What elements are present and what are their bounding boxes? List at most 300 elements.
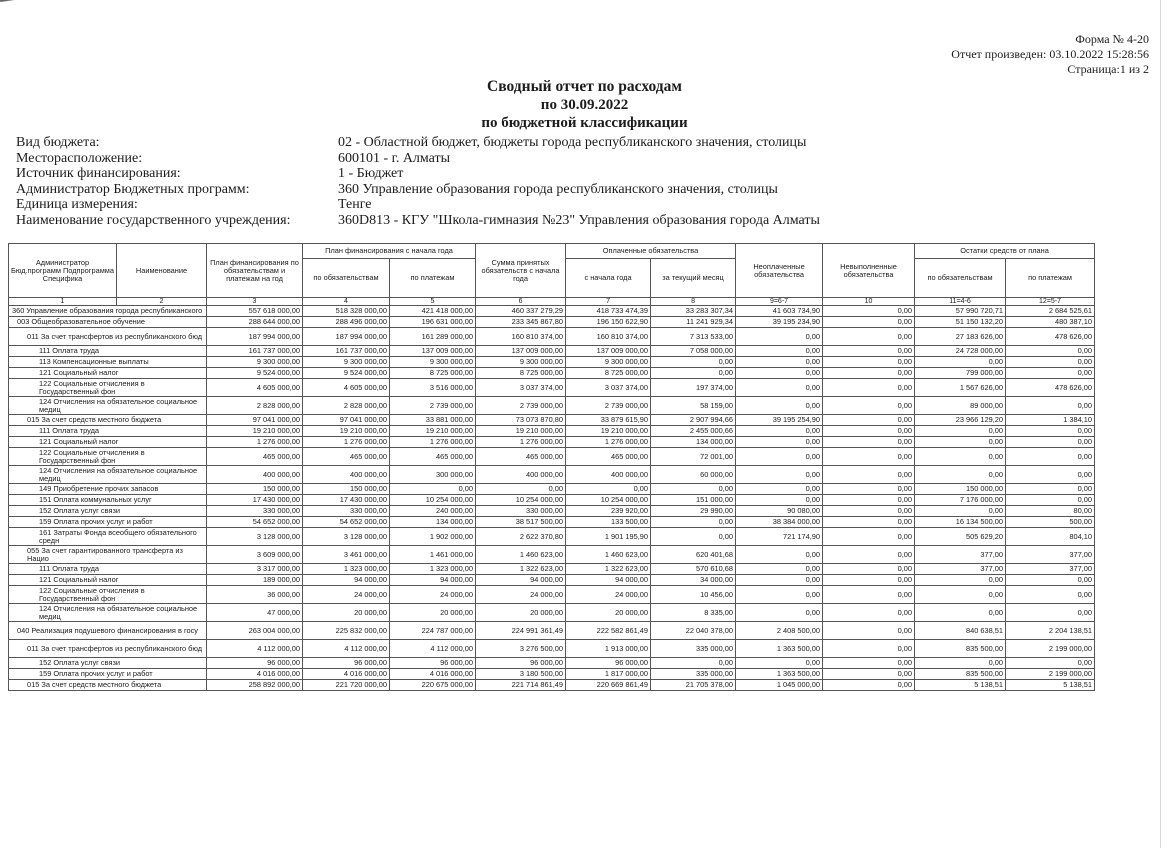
report-title-line-1: Сводный отчет по расходам	[487, 78, 682, 95]
row-value: 5 138,51	[915, 680, 1006, 691]
header-balance-payments: по платежам	[1006, 259, 1095, 298]
row-value: 9 300 000,00	[390, 357, 476, 368]
row-value: 0,00	[915, 426, 1006, 437]
row-value: 0,00	[651, 658, 736, 669]
row-value: 20 000,00	[390, 604, 476, 622]
row-value: 0,00	[823, 546, 915, 564]
row-value: 4 605 000,00	[303, 379, 390, 397]
row-value: 2 739 000,00	[566, 397, 651, 415]
row-value: 0,00	[1006, 658, 1095, 669]
report-parameters	[16, 135, 820, 228]
column-number: 5	[390, 298, 476, 306]
row-value: 721 174,90	[736, 528, 823, 546]
row-value: 0,00	[1006, 575, 1095, 586]
row-value: 0,00	[915, 506, 1006, 517]
row-value: 0,00	[1006, 495, 1095, 506]
table-row	[9, 495, 1095, 506]
table-row	[9, 306, 1095, 317]
row-value: 0,00	[823, 484, 915, 495]
row-value: 4 112 000,00	[303, 640, 390, 658]
row-value: 19 210 000,00	[390, 426, 476, 437]
row-value: 21 705 378,00	[651, 680, 736, 691]
column-number-row	[9, 298, 1095, 306]
row-value: 2 828 000,00	[303, 397, 390, 415]
row-value: 421 418 000,00	[390, 306, 476, 317]
row-value: 465 000,00	[390, 448, 476, 466]
row-value: 150 000,00	[207, 484, 303, 495]
table-row	[9, 357, 1095, 368]
row-value: 0,00	[651, 368, 736, 379]
row-value: 4 016 000,00	[207, 669, 303, 680]
parameter-value: 02 - Областной бюджет, бюджеты города республиканского значения, столицы	[338, 135, 807, 150]
row-value: 0,00	[736, 346, 823, 357]
table-row	[9, 575, 1095, 586]
row-value: 189 000,00	[207, 575, 303, 586]
report-header-info	[951, 32, 1149, 77]
row-value: 0,00	[1006, 426, 1095, 437]
row-value: 263 004 000,00	[207, 622, 303, 640]
table-row	[9, 546, 1095, 564]
row-value: 840 638,51	[915, 622, 1006, 640]
row-value: 478 626,00	[1006, 379, 1095, 397]
parameter-value: 360D813 - КГУ "Школа-гимназия №23" Управления образования города Алматы	[338, 212, 820, 228]
row-value: 465 000,00	[303, 448, 390, 466]
parameter-row	[16, 182, 820, 198]
table-row	[9, 658, 1095, 669]
row-value: 8 725 000,00	[390, 368, 476, 379]
row-value: 187 994 000,00	[207, 328, 303, 346]
row-value: 478 626,00	[1006, 328, 1095, 346]
row-value: 0,00	[915, 575, 1006, 586]
row-value: 2 199 000,00	[1006, 640, 1095, 658]
row-value: 2 828 000,00	[207, 397, 303, 415]
page-counter: Страница:1 из 2	[1067, 62, 1149, 76]
row-value: 570 610,68	[651, 564, 736, 575]
row-value: 0,00	[823, 669, 915, 680]
row-value: 24 000,00	[390, 586, 476, 604]
row-label: 113 Компенсационные выплаты	[9, 357, 207, 368]
row-value: 3 516 000,00	[390, 379, 476, 397]
row-value: 233 345 867,80	[476, 317, 566, 328]
row-value: 4 016 000,00	[390, 669, 476, 680]
row-value: 0,00	[1006, 466, 1095, 484]
row-value: 20 000,00	[566, 604, 651, 622]
row-label: 152 Оплата услуг связи	[9, 506, 207, 517]
row-value: 96 000,00	[303, 658, 390, 669]
row-value: 0,00	[823, 357, 915, 368]
row-value: 0,00	[566, 484, 651, 495]
row-value: 16 134 500,00	[915, 517, 1006, 528]
row-value: 0,00	[1006, 357, 1095, 368]
row-value: 2 199 000,00	[1006, 669, 1095, 680]
row-label: 161 Затраты Фонда всеобщего обязательного средн	[9, 528, 207, 546]
row-value: 17 430 000,00	[303, 495, 390, 506]
row-value: 60 000,00	[651, 466, 736, 484]
table-body	[9, 306, 1095, 691]
row-value: 24 000,00	[476, 586, 566, 604]
row-value: 0,00	[823, 506, 915, 517]
row-value: 0,00	[1006, 346, 1095, 357]
row-value: 0,00	[823, 466, 915, 484]
row-value: 1 045 000,00	[736, 680, 823, 691]
row-value: 0,00	[823, 680, 915, 691]
row-value: 465 000,00	[476, 448, 566, 466]
row-value: 0,00	[823, 397, 915, 415]
row-value: 0,00	[823, 604, 915, 622]
row-value: 221 720 000,00	[303, 680, 390, 691]
row-label: 015 За счет средств местного бюджета	[9, 680, 207, 691]
row-value: 24 000,00	[303, 586, 390, 604]
row-value: 94 000,00	[476, 575, 566, 586]
row-value: 0,00	[823, 346, 915, 357]
row-value: 57 990 720,71	[915, 306, 1006, 317]
row-value: 0,00	[823, 528, 915, 546]
row-value: 94 000,00	[566, 575, 651, 586]
row-value: 239 920,00	[566, 506, 651, 517]
table-row	[9, 437, 1095, 448]
row-value: 0,00	[823, 495, 915, 506]
row-value: 500,00	[1006, 517, 1095, 528]
row-label: 121 Социальный налог	[9, 368, 207, 379]
row-value: 3 461 000,00	[303, 546, 390, 564]
row-value: 196 631 000,00	[390, 317, 476, 328]
row-label: 003 Общеобразовательное обучение	[9, 317, 207, 328]
parameter-label: Вид бюджета:	[16, 135, 100, 150]
row-value: 20 000,00	[303, 604, 390, 622]
table-row	[9, 564, 1095, 575]
row-value: 0,00	[736, 586, 823, 604]
row-value: 22 040 378,00	[651, 622, 736, 640]
row-value: 3 609 000,00	[207, 546, 303, 564]
row-value: 0,00	[823, 658, 915, 669]
row-value: 0,00	[736, 379, 823, 397]
parameter-label: Администратор Бюджетных программ:	[16, 181, 250, 197]
row-value: 1 460 623,00	[476, 546, 566, 564]
row-value: 34 000,00	[651, 575, 736, 586]
row-value: 0,00	[651, 528, 736, 546]
row-value: 23 966 129,20	[915, 415, 1006, 426]
row-label: 055 За счет гарантированного трансферта из Нацио	[9, 546, 207, 564]
table-row	[9, 368, 1095, 379]
row-value: 465 000,00	[566, 448, 651, 466]
row-label: 011 За счет трансфертов из республиканского бюд	[9, 328, 207, 346]
row-value: 0,00	[823, 379, 915, 397]
column-number: 10	[823, 298, 915, 306]
row-value: 1 461 000,00	[390, 546, 476, 564]
row-value: 221 714 861,49	[476, 680, 566, 691]
row-value: 4 112 000,00	[390, 640, 476, 658]
row-value: 96 000,00	[566, 658, 651, 669]
expense-table	[8, 243, 1095, 691]
row-value: 133 500,00	[566, 517, 651, 528]
row-value: 0,00	[823, 415, 915, 426]
row-value: 90 080,00	[736, 506, 823, 517]
column-number: 8	[651, 298, 736, 306]
row-label: 124 Отчисления на обязательное социальное медиц	[9, 466, 207, 484]
row-value: 1 901 195,90	[566, 528, 651, 546]
row-value: 0,00	[736, 397, 823, 415]
row-value: 160 810 374,00	[476, 328, 566, 346]
row-value: 134 000,00	[651, 437, 736, 448]
parameter-row	[16, 135, 820, 151]
column-number: 7	[566, 298, 651, 306]
row-value: 3 317 000,00	[207, 564, 303, 575]
row-value: 187 994 000,00	[303, 328, 390, 346]
row-value: 377,00	[915, 546, 1006, 564]
row-value: 0,00	[823, 564, 915, 575]
row-value: 161 737 000,00	[303, 346, 390, 357]
row-value: 8 725 000,00	[566, 368, 651, 379]
row-value: 196 150 622,90	[566, 317, 651, 328]
header-name: Наименование	[117, 244, 207, 298]
column-number: 9=6-7	[736, 298, 823, 306]
row-value: 19 210 000,00	[207, 426, 303, 437]
row-label: 111 Оплата труда	[9, 426, 207, 437]
parameter-label: Источник финансирования:	[16, 166, 181, 181]
row-value: 0,00	[736, 466, 823, 484]
row-value: 11 241 929,34	[651, 317, 736, 328]
row-value: 288 496 000,00	[303, 317, 390, 328]
row-value: 0,00	[736, 328, 823, 346]
table-row	[9, 622, 1095, 640]
row-value: 72 001,00	[651, 448, 736, 466]
row-value: 39 195 254,90	[736, 415, 823, 426]
row-label: 011 За счет трансфертов из республиканского бюд	[9, 640, 207, 658]
table-row	[9, 604, 1095, 622]
row-value: 3 128 000,00	[303, 528, 390, 546]
table-row	[9, 317, 1095, 328]
column-number: 6	[476, 298, 566, 306]
row-value: 0,00	[823, 306, 915, 317]
row-value: 330 000,00	[303, 506, 390, 517]
report-title-line-2: по 30.09.2022	[540, 97, 629, 113]
row-value: 1 323 000,00	[390, 564, 476, 575]
column-number: 3	[207, 298, 303, 306]
row-value: 0,00	[823, 622, 915, 640]
row-value: 480 387,10	[1006, 317, 1095, 328]
row-value: 2 739 000,00	[476, 397, 566, 415]
row-value: 0,00	[736, 368, 823, 379]
row-value: 3 180 500,00	[476, 669, 566, 680]
row-value: 0,00	[1006, 604, 1095, 622]
row-value: 0,00	[823, 426, 915, 437]
row-value: 400 000,00	[303, 466, 390, 484]
row-value: 96 000,00	[390, 658, 476, 669]
table-row	[9, 346, 1095, 357]
row-value: 10 254 000,00	[476, 495, 566, 506]
header-balance-obligations: по обязательствам	[915, 259, 1006, 298]
row-value: 3 037 374,00	[476, 379, 566, 397]
row-value: 1 363 500,00	[736, 640, 823, 658]
row-label: 111 Оплата труда	[9, 346, 207, 357]
column-number: 12=5-7	[1006, 298, 1095, 306]
row-value: 835 500,00	[915, 640, 1006, 658]
row-value: 161 737 000,00	[207, 346, 303, 357]
row-value: 0,00	[823, 437, 915, 448]
row-value: 465 000,00	[207, 448, 303, 466]
row-value: 137 009 000,00	[476, 346, 566, 357]
row-value: 58 159,00	[651, 397, 736, 415]
row-value: 7 313 533,00	[651, 328, 736, 346]
row-value: 0,00	[823, 368, 915, 379]
row-value: 2 455 000,66	[651, 426, 736, 437]
row-value: 0,00	[390, 484, 476, 495]
table-row	[9, 669, 1095, 680]
row-value: 1 276 000,00	[476, 437, 566, 448]
row-value: 160 810 374,00	[566, 328, 651, 346]
row-value: 258 892 000,00	[207, 680, 303, 691]
row-value: 9 300 000,00	[303, 357, 390, 368]
column-number: 1	[9, 298, 117, 306]
header-paid-since-start: с начала года	[566, 259, 651, 298]
row-value: 0,00	[651, 517, 736, 528]
table-row	[9, 586, 1095, 604]
row-value: 0,00	[736, 564, 823, 575]
row-value: 330 000,00	[207, 506, 303, 517]
table-row	[9, 517, 1095, 528]
parameter-value: 360 Управление образования города республиканского значения, столицы	[338, 181, 778, 197]
row-value: 0,00	[736, 426, 823, 437]
header-paid-current-month: за текущий месяц	[651, 259, 736, 298]
row-value: 1 384,10	[1006, 415, 1095, 426]
row-value: 9 300 000,00	[566, 357, 651, 368]
row-value: 804,10	[1006, 528, 1095, 546]
parameter-row	[16, 197, 820, 213]
report-title-line-3: по бюджетной классификации	[481, 115, 688, 131]
row-value: 377,00	[1006, 564, 1095, 575]
row-value: 54 652 000,00	[207, 517, 303, 528]
row-value: 0,00	[736, 484, 823, 495]
row-value: 1 363 500,00	[736, 669, 823, 680]
row-label: 159 Оплата прочих услуг и работ	[9, 517, 207, 528]
table-row	[9, 484, 1095, 495]
row-value: 150 000,00	[303, 484, 390, 495]
row-value: 1 276 000,00	[207, 437, 303, 448]
row-value: 288 644 000,00	[207, 317, 303, 328]
row-value: 10 254 000,00	[390, 495, 476, 506]
row-value: 161 289 000,00	[390, 328, 476, 346]
row-value: 33 881 000,00	[390, 415, 476, 426]
row-value: 1 902 000,00	[390, 528, 476, 546]
row-value: 400 000,00	[566, 466, 651, 484]
row-value: 97 041 000,00	[207, 415, 303, 426]
header-unpaid-obligations: Неоплаченные обязательства	[736, 244, 823, 298]
report-title	[0, 78, 1169, 132]
row-value: 7 176 000,00	[915, 495, 1006, 506]
row-value: 225 832 000,00	[303, 622, 390, 640]
row-value: 137 009 000,00	[390, 346, 476, 357]
parameter-value: Тенге	[338, 197, 372, 212]
row-value: 835 500,00	[915, 669, 1006, 680]
row-value: 80,00	[1006, 506, 1095, 517]
row-value: 0,00	[1006, 397, 1095, 415]
row-value: 335 000,00	[651, 640, 736, 658]
table-row	[9, 397, 1095, 415]
row-value: 0,00	[1006, 484, 1095, 495]
row-label: 360 Управление образования города республиканского	[9, 306, 207, 317]
row-value: 505 629,20	[915, 528, 1006, 546]
table-row	[9, 506, 1095, 517]
row-value: 0,00	[823, 517, 915, 528]
row-value: 0,00	[736, 604, 823, 622]
row-label: 124 Отчисления на обязательное социальное медиц	[9, 397, 207, 415]
row-value: 4 016 000,00	[303, 669, 390, 680]
row-value: 9 300 000,00	[207, 357, 303, 368]
row-value: 150 000,00	[915, 484, 1006, 495]
row-value: 222 582 861,49	[566, 622, 651, 640]
row-value: 0,00	[476, 484, 566, 495]
table-row	[9, 415, 1095, 426]
row-value: 0,00	[736, 658, 823, 669]
row-value: 240 000,00	[390, 506, 476, 517]
table-row	[9, 426, 1095, 437]
row-value: 9 300 000,00	[476, 357, 566, 368]
row-value: 19 210 000,00	[476, 426, 566, 437]
column-number: 4	[303, 298, 390, 306]
column-number: 11=4-6	[915, 298, 1006, 306]
row-value: 0,00	[736, 437, 823, 448]
row-value: 38 517 500,00	[476, 517, 566, 528]
row-label: 159 Оплата прочих услуг и работ	[9, 669, 207, 680]
row-label: 124 Отчисления на обязательное социальное медиц	[9, 604, 207, 622]
row-value: 89 000,00	[915, 397, 1006, 415]
row-value: 151 000,00	[651, 495, 736, 506]
row-value: 620 401,68	[651, 546, 736, 564]
form-number: Форма № 4-20	[1075, 32, 1149, 46]
row-value: 1 567 626,00	[915, 379, 1006, 397]
header-balance-group: Остатки средств от плана	[915, 244, 1095, 259]
row-value: 2 408 500,00	[736, 622, 823, 640]
row-value: 0,00	[915, 604, 1006, 622]
row-value: 224 991 361,49	[476, 622, 566, 640]
row-value: 0,00	[823, 640, 915, 658]
header-paid-group: Оплаченные обязательства	[566, 244, 736, 259]
row-value: 400 000,00	[207, 466, 303, 484]
row-value: 9 524 000,00	[303, 368, 390, 379]
row-value: 1 276 000,00	[566, 437, 651, 448]
table-row	[9, 328, 1095, 346]
row-value: 1 323 000,00	[303, 564, 390, 575]
parameter-value: 1 - Бюджет	[338, 166, 404, 181]
row-label: 121 Социальный налог	[9, 575, 207, 586]
row-value: 20 000,00	[476, 604, 566, 622]
parameter-row	[16, 166, 820, 182]
row-value: 799 000,00	[915, 368, 1006, 379]
row-value: 0,00	[915, 437, 1006, 448]
row-value: 0,00	[915, 466, 1006, 484]
row-value: 2 684 525,61	[1006, 306, 1095, 317]
row-value: 2 204 138,51	[1006, 622, 1095, 640]
row-value: 0,00	[823, 317, 915, 328]
row-value: 518 328 000,00	[303, 306, 390, 317]
row-value: 330 000,00	[476, 506, 566, 517]
row-value: 1 276 000,00	[390, 437, 476, 448]
row-value: 41 603 734,90	[736, 306, 823, 317]
table-row	[9, 528, 1095, 546]
row-value: 47 000,00	[207, 604, 303, 622]
scan-corner-mark	[0, 0, 23, 10]
header-admin-code: Администратор Бюд.программ Подпрограмма Специфика	[9, 244, 117, 298]
row-value: 1 276 000,00	[303, 437, 390, 448]
row-value: 19 210 000,00	[303, 426, 390, 437]
row-value: 2 622 370,80	[476, 528, 566, 546]
row-value: 10 456,00	[651, 586, 736, 604]
header-plan-payments: по платежам	[390, 259, 476, 298]
table-row	[9, 379, 1095, 397]
row-label: 111 Оплата труда	[9, 564, 207, 575]
row-value: 0,00	[651, 357, 736, 368]
row-value: 2 739 000,00	[390, 397, 476, 415]
